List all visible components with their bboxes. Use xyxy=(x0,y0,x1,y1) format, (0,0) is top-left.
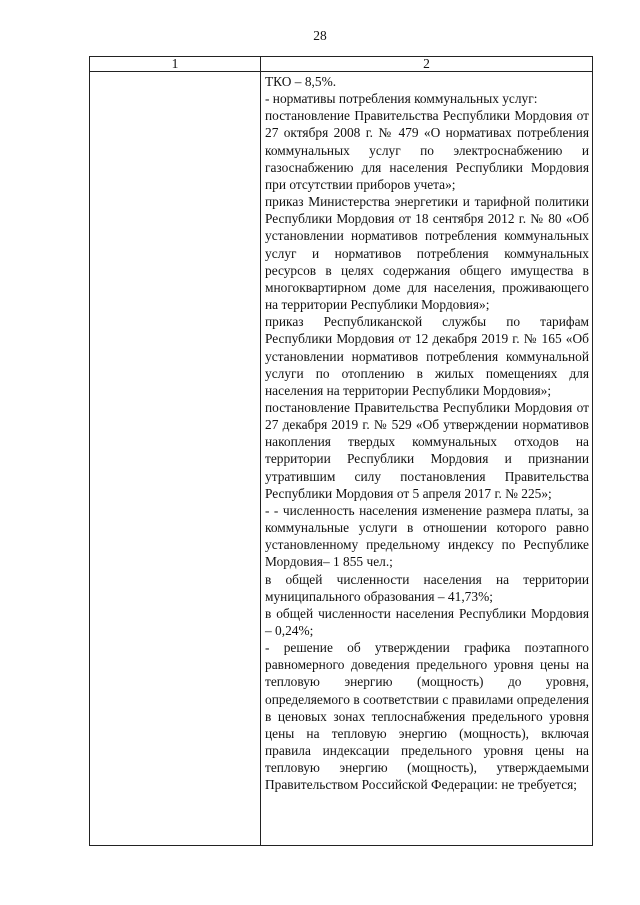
paragraph-republic-share: в общей численности населения Республики Мордовия – 0,24%; xyxy=(265,605,589,638)
paragraph-resolution-529: постановление Правительства Республики Мордовия от 27 декабря 2019 г. № 529 «Об утверждении нормативов накопления твердых коммунальных отходов на территории Республики Мордовия и признании утратившим силу постановления Правительства Республики Мордовия от 5 апреля 2017 г. № 225»; xyxy=(265,399,589,501)
column-header-1: 1 xyxy=(90,57,261,72)
paragraph-resolution-479: постановление Правительства Республики Мордовия от 27 октября 2008 г. № 479 «О нормативах потребления коммунальных услуг по электроснабжению и газоснабжению для населения Республики Мордовия при отсутствии приборов учета»; xyxy=(265,108,589,192)
paragraph-order-80: приказ Министерства энергетики и тарифной политики Республики Мордовия от 18 сентября 2012 г. № 80 «Об установлении нормативов потребления коммунальных услуг и нормативов потребления коммунальных ресурсов в целях содержания общего имущества в многоквартирном доме для населения, проживающего на территории Республики Мордовия»; xyxy=(265,194,589,313)
paragraph-heat-price-decision: - решение об утверждении графика поэтапного равномерного доведения предельного уровня цены на тепловую энергию (мощность) до уровня, определяемого в соответствии с правилами определения в ценовых зонах теплоснабжения предельного уровня цены на тепловую энергию (мощность), включая правила индексации предельного уровня цены на тепловую энергию (мощность), утверждаемыми Правительством Российской Федерации: не требуется; xyxy=(265,640,589,793)
column-2-cell xyxy=(261,72,593,846)
column-header-2: 2 xyxy=(261,57,593,72)
page-number: 28 xyxy=(313,28,327,43)
table-header-row xyxy=(90,57,593,72)
column-2-text xyxy=(261,72,592,794)
paragraph-order-165: приказ Республиканской службы по тарифам Республики Мордовия от 12 декабря 2019 г. № 165 «Об установлении нормативов потребления коммунальной услуги по отоплению в жилых помещениях для населения на территории Республики Мордовия»; xyxy=(265,314,589,398)
paragraph-population-count: - - численность населения изменение размера платы, за коммунальные услуги в отношении которого равно установленному предельному индексу по Республике Мордовия– 1 855 чел.; xyxy=(265,502,589,570)
paragraph-municipal-share: в общей численности населения на территории муниципального образования – 41,73%; xyxy=(265,571,589,604)
paragraph-tko: ТКО – 8,5%. xyxy=(265,74,337,89)
column-1-cell xyxy=(90,72,261,846)
document-table xyxy=(89,56,593,846)
paragraph-norms-heading: - нормативы потребления коммунальных услуг: xyxy=(265,91,538,107)
table-body-row xyxy=(90,72,593,846)
